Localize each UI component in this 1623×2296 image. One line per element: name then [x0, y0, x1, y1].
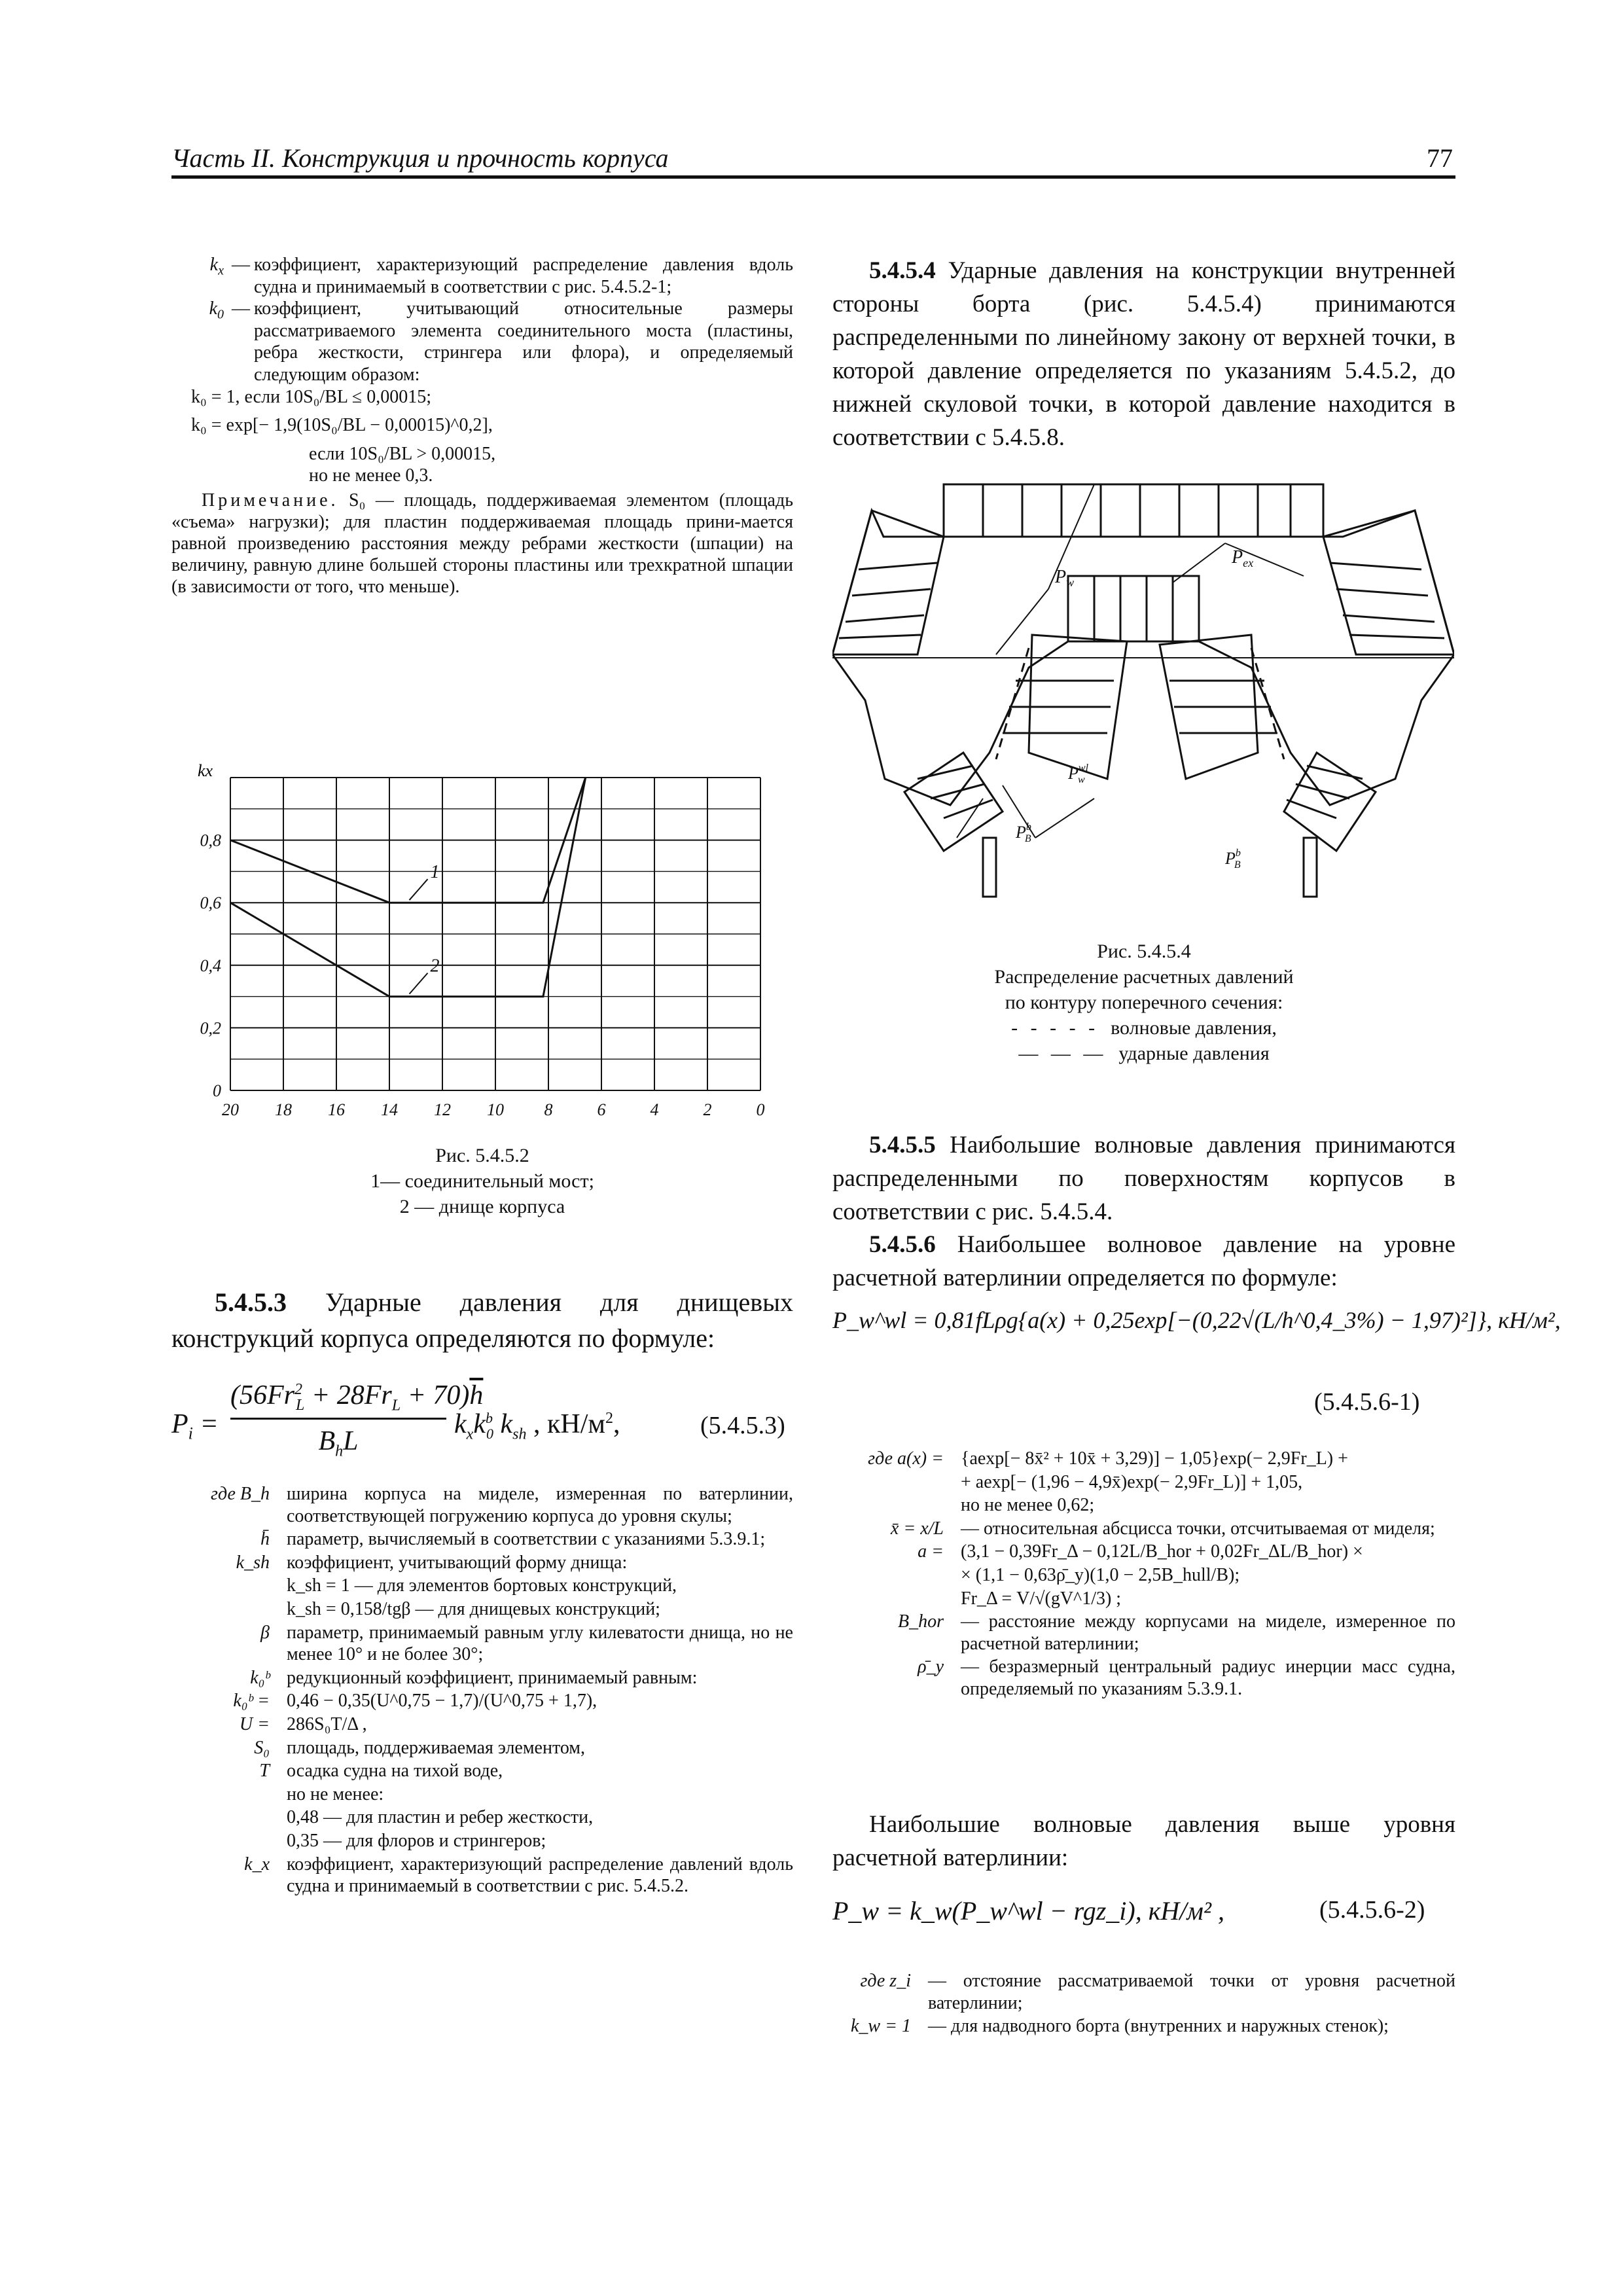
definition-symbol: β: [260, 1622, 270, 1643]
series-label: 2: [430, 956, 440, 977]
figure-5454-caption: [832, 939, 1455, 1066]
legend-dash-long: — — —: [1018, 1043, 1107, 1064]
definition-symbol: a =: [918, 1541, 944, 1562]
left-side-pressure-strip: [832, 511, 944, 655]
figure-5452-caption: [171, 1143, 793, 1219]
definition-row: [171, 1784, 793, 1806]
caption-title: Рис. 5.4.5.4: [1097, 941, 1191, 962]
definition-symbol: k_x: [244, 1854, 270, 1874]
definition-symbol: [171, 1784, 277, 1806]
definition-symbol: S₀: [254, 1737, 270, 1758]
k0-case-2: k₀ = exp[− 1,9(10S₀/BL − 0,00015)^0,2],: [191, 415, 493, 436]
definition-symbol: [171, 1598, 277, 1621]
section-5456: [832, 1228, 1455, 1295]
definition-text: — относительная абсцисса точки, отсчитываемая от миделя;: [961, 1518, 1435, 1539]
definition-symbol: [171, 1575, 277, 1597]
formula-numerator: $(56Fr^2_L + 28Fr_L + 70)\overline{h}$: [230, 1380, 484, 1414]
definition-row: [171, 1528, 793, 1551]
definition-row: [171, 1760, 793, 1782]
definition-row: [171, 1667, 793, 1689]
definition-text: коэффициент, учитывающий форму днища:: [287, 1552, 628, 1573]
definition-text: 286S₀T/Δ ,: [287, 1713, 367, 1734]
definition-row: [171, 1575, 793, 1597]
x-tick-label: 2: [703, 1100, 712, 1118]
definition-symbol: где B_h: [211, 1484, 270, 1504]
definition-row: $k_x$ — коэффициент, характеризующий распределение давления вдоль судна и принимаемый в соответствии с рис. 5.4.5.2-1;: [209, 255, 793, 297]
definition-row: [832, 1564, 1455, 1587]
section-5454: [832, 254, 1455, 454]
section-text: Ударные давления для днищевых конструкций корпуса определяются по формуле:: [171, 1287, 793, 1354]
definition-text: 0,48 — для пластин и ребер жесткости,: [287, 1807, 594, 1828]
definition-row: [171, 1737, 793, 1759]
caption-line: Распределение расчетных давлений: [994, 966, 1294, 988]
header-rule: [171, 175, 1455, 179]
top-pressure-strip: [944, 484, 1323, 537]
definition-text: k_sh = 1 — для элементов бортовых конструкций,: [287, 1575, 677, 1596]
definition-row: [171, 1622, 793, 1666]
x-tick-label: 0: [756, 1100, 765, 1118]
right-side-pressure-strip: [1323, 511, 1454, 655]
equation-number: (5.4.5.3): [700, 1412, 785, 1439]
formula-5456-2: P_w = k_w(P_w^wl − rgz_i), кН/м² ,: [832, 1896, 1224, 1926]
section-text: Ударные давления на конструкции внутренней стороны борта (рис. 5.4.5.4) принимаются распределенными по линейному закону от верхней точки, в которой давление определяется по указаниям 5.4.5.2, до нижней скуловой точки, в которой давление находится в соответствии с 5.4.5.8.: [832, 257, 1455, 452]
definition-symbol: [832, 1564, 952, 1587]
caption-title: Рис. 5.4.5.2: [435, 1145, 529, 1166]
definition-text: {aexp[− 8x̄² + 10x̄ + 3,29)] − 1,05}exp(− 2,9Fr_L) +: [961, 1448, 1348, 1469]
y-tick-label: 0,6: [200, 893, 221, 913]
definition-text: но не менее 0,62;: [961, 1495, 1095, 1516]
definition-row: [832, 1611, 1455, 1655]
legend-impact: — — — ударные давления: [832, 1041, 1455, 1066]
definition-symbol: ρ̄_y: [918, 1657, 944, 1677]
definition-symbol: k₀ᵇ =: [233, 1691, 270, 1712]
label-pb-left: $P^b$ B: [1016, 821, 1031, 844]
left-keel: [983, 838, 996, 897]
x-tick-label: 14: [381, 1100, 398, 1118]
definition-text: × (1,1 − 0,63ρ̄_y)(1,0 − 2,5B_hull/B);: [961, 1564, 1240, 1585]
definition-row: [832, 1541, 1455, 1563]
section-5455: [832, 1128, 1455, 1229]
left-inner-wall-impact: [1003, 635, 1127, 779]
x-tick-label: 4: [650, 1100, 659, 1118]
y-tick-labels: [200, 831, 222, 1100]
definition-text: — для надводного борта (внутренних и наружных стенок);: [928, 2016, 1389, 2037]
definition-text: — отстояние рассматриваемой точки от уровня расчетной ватерлинии;: [928, 1971, 1455, 2013]
definition-row: [832, 1588, 1455, 1610]
label-pw: $P_w$: [1055, 567, 1075, 589]
series-labels: [410, 862, 440, 994]
definition-symbol: [832, 1494, 952, 1516]
section-number: 5.4.5.6: [869, 1231, 936, 1258]
definition-text: k_sh = 0,158/tgβ — для днищевых конструкций;: [287, 1598, 660, 1619]
definition-row: [171, 1713, 793, 1736]
x-tick-label: 16: [328, 1100, 345, 1118]
section-5453: [171, 1284, 793, 1356]
definition-symbol: [171, 1806, 277, 1829]
section-number: 5.4.5.3: [215, 1287, 287, 1317]
definition-symbol: где a(x) =: [868, 1448, 944, 1469]
definition-row: [832, 1448, 1455, 1470]
definition-text: редукционный коэффициент, принимаемый равным:: [287, 1667, 698, 1688]
x-tick-label: 8: [544, 1100, 553, 1118]
right-keel: [1304, 838, 1317, 897]
equation-number: (5.4.5.6-2): [1319, 1896, 1425, 1924]
section-number: 5.4.5.4: [869, 257, 936, 284]
definition-symbol: [171, 1830, 277, 1852]
x-tick-label: 18: [275, 1100, 292, 1118]
x-tick-label: 20: [222, 1100, 239, 1118]
definition-text: коэффициент, характеризующий распределение давлений вдоль судна и принимаемый в соответствии с рис. 5.4.5.2.: [287, 1854, 793, 1897]
definition-symbol: [832, 1471, 952, 1494]
definition-symbol: x̄ = x/L: [890, 1518, 944, 1539]
definition-text: 0,46 − 0,35(U^0,75 − 1,7)/(U^0,75 + 1,7),: [287, 1691, 597, 1712]
definition-symbol: T: [259, 1761, 270, 1782]
definition-row: [171, 1598, 793, 1621]
k0-case-1: k₀ = 1, если 10S₀/BL ≤ 0,00015;: [191, 386, 432, 407]
caption-legend-1: 1— соединительный мост;: [370, 1170, 594, 1192]
kx-distribution-chart: [171, 751, 800, 1118]
coefficient-definitions-top: [171, 254, 793, 598]
definition-row: [832, 1970, 1455, 2014]
definition-text: 0,35 — для флоров и стрингеров;: [287, 1830, 546, 1851]
definition-symbol: [832, 1588, 952, 1610]
definition-row: $k_0$ — коэффициент, учитывающий относительные размеры рассматриваемого элемента соединительного моста (пластины, ребра жесткости, стрингера или флора), и определяемый следующим образом:: [209, 298, 793, 385]
page-number: 77: [1427, 143, 1453, 173]
top-pressure-strip-divisions: [983, 484, 1291, 537]
definition-row: [832, 1494, 1455, 1516]
k0-minimum: но не менее 0,3.: [309, 465, 433, 486]
x-tick-label: 12: [434, 1100, 451, 1118]
above-waterline-intro: Наибольшие волновые давления выше уровня расчетной ватерлинии:: [832, 1811, 1455, 1872]
note-text: S₀ — площадь, поддерживаемая элементом (площадь «съема» нагрузки); для пластин поддерживаемая площадь прини-мается равной произведению расстояния между ребрами жесткости (шпации) на величину, равную длине большей стороны пластины или трехкратной шпации (в зависимости от того, что меньше).: [171, 490, 793, 598]
definition-symbol: k_sh: [236, 1552, 270, 1573]
y-tick-label: 0,2: [200, 1018, 221, 1038]
formula-5456-2-definitions: [832, 1970, 1455, 2039]
fraction-bar: [230, 1418, 446, 1420]
definition-text: параметр, вычисляемый в соответствии с указаниями 5.3.9.1;: [287, 1529, 766, 1550]
series-leader: [410, 973, 428, 994]
definition-text: + aexp[− (1,96 − 4,9x̄)exp(− 2,9Fr_L)] + 1,05,: [961, 1471, 1303, 1492]
formula-5456-1: P_w^wl = 0,81fLρg{a(x) + 0,25exp[−(0,22√(L/h^0,4_3%) − 1,97)²]}, кН/м²,: [832, 1307, 1561, 1333]
cross-section-pressure-diagram: [832, 471, 1454, 903]
k0-condition: если 10S₀/BL > 0,00015,: [309, 443, 496, 464]
x-tick-labels: [222, 1100, 765, 1118]
tunnel-top: [1068, 576, 1199, 641]
label-pb-right: $P^b$ B: [1225, 848, 1241, 870]
definition-text: площадь, поддерживаемая элементом,: [287, 1737, 586, 1758]
definition-symbol: h̄: [260, 1529, 270, 1550]
formula-5453-definitions: [171, 1483, 793, 1899]
definition-text: параметр, принимаемый равным углу килеватости днища, но не менее 10° и не более 30°;: [287, 1622, 793, 1665]
y-tick-label: 0,8: [200, 831, 221, 850]
label-pwl: $P^{wl}$ w: [1068, 762, 1089, 785]
right-bottom-pressure: [1284, 753, 1376, 851]
definition-symbol: U =: [239, 1713, 270, 1734]
legend-wave: - - - - - волновые давления,: [832, 1015, 1455, 1041]
definition-row: [171, 1552, 793, 1574]
definition-row: [171, 1806, 793, 1829]
definition-text: ширина корпуса на миделе, измеренная по ватерлинии, соответствующей погружению корпуса до уровня скулы;: [287, 1484, 793, 1526]
formula-lhs: $P_i$ =: [171, 1409, 219, 1443]
definition-row: [171, 1690, 793, 1712]
definition-symbol: B_hor: [898, 1611, 944, 1632]
chart-grid: [230, 778, 760, 1090]
definition-row: [171, 1483, 793, 1527]
label-pex: $P_{ex}$: [1232, 547, 1254, 569]
section-text: Наибольшее волновое давление на уровне расчетной ватерлинии определяется по формуле:: [832, 1231, 1455, 1292]
definition-text: но не менее:: [287, 1784, 384, 1804]
running-header-title: Часть II. Конструкция и прочность корпуса: [171, 143, 669, 173]
series-label: 1: [430, 862, 440, 883]
definition-text: осадка судна на тихой воде,: [287, 1761, 503, 1782]
section-number: 5.4.5.5: [869, 1132, 936, 1158]
definition-row: [832, 2015, 1455, 2037]
definition-row: [832, 1471, 1455, 1494]
caption-line: по контуру поперечного сечения:: [1005, 992, 1283, 1013]
note-paragraph: [171, 490, 793, 598]
definition-row: [171, 1854, 793, 1897]
caption-legend-2: 2 — днище корпуса: [399, 1196, 565, 1217]
formula-5453: [171, 1380, 800, 1471]
definition-symbol: k₀ᵇ: [250, 1667, 270, 1688]
definition-text: (3,1 − 0,39Fr_Δ − 0,12L/B_hor + 0,02Fr_ΔL/B_hor) ×: [961, 1541, 1363, 1562]
tunnel-divisions: [1094, 576, 1173, 641]
definition-symbol: где z_i: [860, 1971, 911, 1991]
y-tick-label: 0,4: [200, 956, 221, 975]
section-text: Наибольшие волновые давления принимаются распределенными по поверхностям корпусов в соответствии с рис. 5.4.5.4.: [832, 1132, 1455, 1226]
definition-row: [832, 1518, 1455, 1540]
note-label: Примечание.: [202, 490, 339, 511]
definition-row: [832, 1656, 1455, 1700]
right-inner-wall-impact: [1160, 635, 1277, 779]
y-tick-label: 0: [213, 1081, 221, 1100]
x-tick-label: 10: [487, 1100, 504, 1118]
definition-symbol: k_w = 1: [851, 2016, 911, 2037]
equation-number: (5.4.5.6-1): [1314, 1388, 1420, 1416]
definition-text: — расстояние между корпусами на миделе, измеренное по расчетной ватерлинии;: [961, 1611, 1455, 1654]
definition-text: Fr_Δ = V/√(gV^1/3) ;: [961, 1588, 1122, 1609]
definition-text: — безразмерный центральный радиус инерции масс судна, определяемый по указаниям 5.3.9.1.: [961, 1657, 1455, 1699]
x-tick-label: 6: [597, 1100, 606, 1118]
y-axis-label: kx: [198, 761, 213, 780]
formula-5456-1-definitions: [832, 1448, 1455, 1702]
formula-factors: $k_xk^b_0$ $k_{sh}$ , $кН/м^2$,: [454, 1409, 620, 1443]
legend-dash-short: - - - - -: [1011, 1017, 1099, 1039]
series-leader: [410, 879, 428, 900]
formula-denominator: $B_hL$: [318, 1426, 359, 1460]
definition-row: [171, 1830, 793, 1852]
